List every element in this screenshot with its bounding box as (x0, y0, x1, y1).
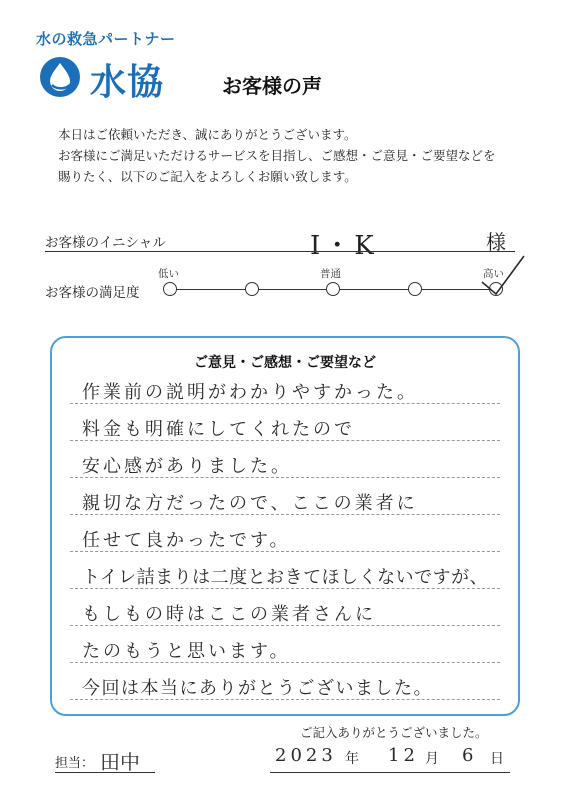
satisfaction-option-3[interactable] (326, 282, 340, 296)
water-drop-logo-icon (38, 55, 82, 99)
satisfaction-option-2[interactable] (245, 282, 259, 296)
comment-line-4: 親切な方だったので、ここの業者に (82, 493, 418, 514)
comment-line-6: トイレ詰まりは二度とおきてほしくないですが、 (82, 567, 489, 588)
date-underline (270, 772, 510, 773)
intro-line-1: 本日はご依頼いただき、誠にありがとうございます。 (58, 127, 357, 142)
date-month-unit: 月 (425, 751, 439, 767)
comment-box-title: ご意見・ご感想・ご要望など (194, 355, 376, 371)
comment-line-3: 安心感がありました。 (82, 456, 292, 477)
date-day: 6 (462, 745, 474, 766)
brand-tagline: 水の救急パートナー (36, 30, 176, 48)
satisfaction-high-label: 高い (483, 268, 504, 280)
comment-line-7: もしもの時はここの業者さんに (82, 604, 376, 625)
brand-logo-text: 水協 (90, 62, 165, 103)
initials-label: お客様のイニシャル (45, 235, 166, 251)
staff-name: 田中 (100, 750, 140, 774)
satisfaction-option-1[interactable] (163, 282, 177, 296)
checkmark-icon (470, 252, 530, 302)
comment-line-9: 今回は本当にありがとうございました。 (82, 678, 433, 699)
date-day-unit: 日 (490, 751, 504, 767)
intro-line-2: お客様にご満足いただけるサービスを目指し、ご感想・ご意見・ご要望などを (58, 148, 496, 163)
satisfaction-option-4[interactable] (408, 282, 422, 296)
initials-value[interactable]: I・K (310, 231, 378, 261)
satisfaction-label: お客様の満足度 (45, 285, 140, 301)
comment-line-1: 作業前の説明がわかりやすかった。 (82, 382, 418, 403)
date-year: 2023 (275, 745, 337, 766)
comment-line-8: たのもうと思います。 (82, 641, 291, 662)
comment-box (50, 336, 520, 716)
date-year-unit: 年 (345, 751, 359, 767)
thanks-message: ご記入ありがとうございました。 (300, 725, 488, 740)
page-title: お客様の声 (222, 74, 322, 98)
intro-line-3: 賜りたく、以下のご記入をよろしくお願い致します。 (58, 169, 357, 184)
comment-line-5: 任せて良かったです。 (82, 530, 291, 551)
initials-suffix: 様 (486, 230, 506, 254)
satisfaction-mid-label: 普通 (320, 268, 341, 280)
initials-underline (45, 251, 515, 252)
satisfaction-low-label: 低い (158, 268, 179, 280)
staff-label: 担当： (55, 756, 95, 771)
staff-underline (55, 772, 155, 773)
comment-line-2: 料金も明確にしてくれたので (82, 419, 355, 440)
date-month: 12 (388, 745, 419, 766)
